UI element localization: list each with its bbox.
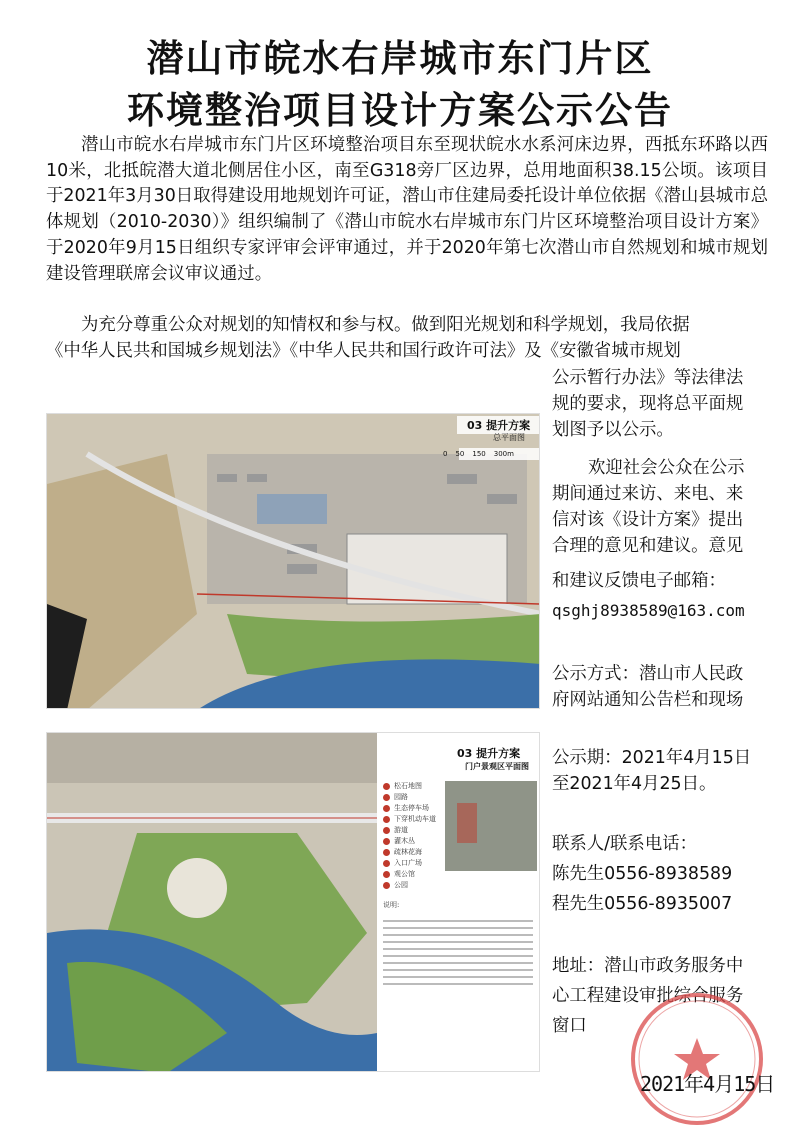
legend-item [383, 858, 436, 869]
contact-1: 陈先生0556-8938589 [552, 864, 733, 884]
scale-300: 300m [493, 450, 514, 458]
legend-item [383, 869, 436, 880]
map2-notes-label: 说明: [383, 901, 400, 909]
official-seal-icon [628, 990, 766, 1128]
legend-item [383, 814, 436, 825]
legal-line-3: 公示暂行办法》等法律法 [552, 368, 744, 388]
legend-dot-icon [383, 783, 390, 790]
legend-label: 公园 [394, 881, 408, 889]
legend-dot-icon [383, 860, 390, 867]
legend-label: 园路 [394, 793, 408, 801]
legend-dot-icon [383, 882, 390, 889]
map1-scale [443, 450, 514, 458]
legend-item [383, 792, 436, 803]
welcome-line-1: 欢迎社会公众在公示 [588, 458, 745, 478]
address-line-2: 心工程建设审批综合服务 [552, 986, 744, 1006]
legend-dot-icon [383, 816, 390, 823]
paragraph-project-description: 潜山市皖水右岸城市东门片区环境整治项目东至现状皖水水系河床边界，西抵东环路以西10米，北抵皖潜大道北侧居住小区，南至G318旁厂区边界，总用地面积38.15公顷。该项目于2021年3月30日取得建设用地规划许可证，潜山市住建局委托设计单位依据《潜山县城市总体规划（2010-2030）》组织编制了《潜山市皖水右岸城市东门片区环境整治项目设计方案》于2020年9月15日组织专家评审会评审通过，并于2020年第七次潜山市自然规划和城市规划建设管理联席会议审议通过。 [46, 135, 768, 284]
legend-item [383, 825, 436, 836]
legend-label: 灌木丛 [394, 837, 415, 845]
legal-line-1: 为充分尊重公众对规划的知情权和参与权。做到阳光规划和科学规划，我局依据 [81, 315, 690, 335]
legend-label: 松石地图 [394, 782, 422, 790]
method-line-2: 府网站通知公告栏和现场 [552, 690, 744, 710]
legend-label: 生态停车场 [394, 804, 429, 812]
legend-dot-icon [383, 805, 390, 812]
legal-line-5: 划图予以公示。 [552, 420, 674, 440]
scale-50: 50 [455, 450, 465, 458]
method-line-1: 公示方式：潜山市人民政 [552, 664, 744, 684]
welcome-line-3: 信对该《设计方案》提出 [552, 510, 744, 530]
legend-label: 观公馆 [394, 870, 415, 878]
feedback-email: qsghj8938589@163.com [552, 601, 745, 620]
scale-150: 150 [472, 450, 486, 458]
legend-dot-icon [383, 794, 390, 801]
page-title-line1: 潜山市皖水右岸城市东门片区 [146, 36, 654, 80]
legend-item [383, 836, 436, 847]
address-line-3: 窗口 [552, 1016, 587, 1036]
legend-dot-icon [383, 838, 390, 845]
map2-notes-lines [383, 915, 533, 990]
welcome-line-2: 期间通过来访、来电、来 [552, 484, 744, 504]
legend-item [383, 781, 436, 792]
period-line-2: 至2021年4月25日。 [552, 774, 717, 794]
page-title-line2: 环境整治项目设计方案公示公告 [127, 88, 673, 132]
period-line-1: 公示期：2021年4月15日 [552, 748, 752, 768]
legend-label: 疏林花海 [394, 848, 422, 856]
contact-label: 联系人/联系电话： [552, 834, 697, 854]
legend-dot-icon [383, 849, 390, 856]
address-line-1: 地址：潜山市政务服务中 [552, 956, 744, 976]
contact-2: 程先生0556-8935007 [552, 894, 733, 914]
master-plan-map-graphic [47, 414, 540, 709]
map1-heading: 03 提升方案 [467, 419, 531, 432]
map1-subheading: 总平面图 [493, 433, 525, 442]
master-plan-map [46, 413, 540, 709]
map2-subheading: 门户景观区平面图 [465, 762, 529, 771]
gateway-plan-map [46, 732, 540, 1072]
legend-dot-icon [383, 871, 390, 878]
legend-dot-icon [383, 827, 390, 834]
welcome-line-4: 合理的意见和建议。意见 [552, 536, 744, 556]
map2-legend [383, 781, 436, 891]
legend-item [383, 803, 436, 814]
map2-heading: 03 提升方案 [457, 747, 521, 760]
legend-label: 入口广场 [394, 859, 422, 867]
paragraph-legal-basis [46, 313, 768, 364]
scale-0: 0 [443, 450, 448, 458]
legend-item [383, 847, 436, 858]
publication-date: 2021年4月15日 [640, 1072, 775, 1096]
legal-line-4: 规的要求，现将总平面规 [552, 394, 744, 414]
legend-label: 游道 [394, 826, 408, 834]
legal-line-2: 《中华人民共和国城乡规划法》《中华人民共和国行政许可法》及《安徽省城市规划 [46, 340, 681, 361]
legend-item [383, 880, 436, 891]
welcome-line-5: 和建议反馈电子邮箱： [552, 571, 726, 591]
legend-label: 下穿机动车道 [394, 815, 436, 823]
